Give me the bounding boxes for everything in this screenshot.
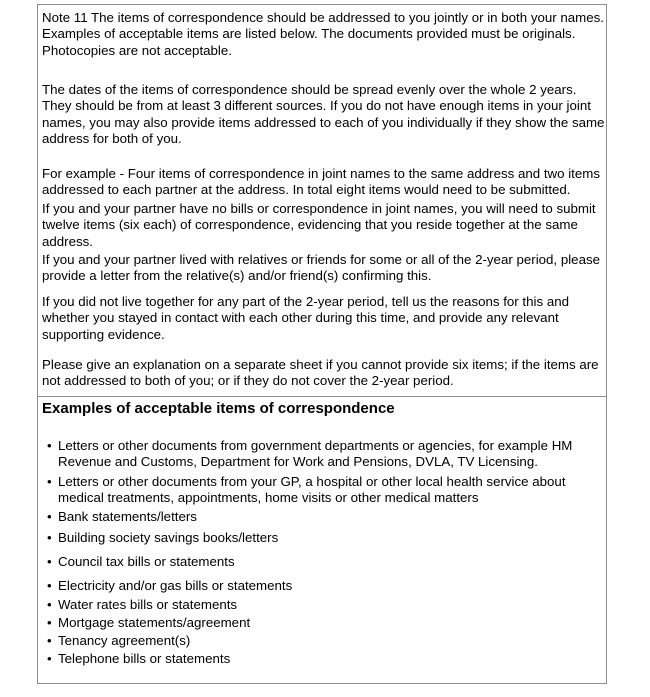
photocopies-notice: Photocopies are not acceptable. [42,43,232,58]
list-item-text: Mortgage statements/agreement [58,615,251,630]
list-item-text: Letters or other documents from government departments or agencies, for example HM Revenue and Customs, Department for Work and Pensions, DVLA, TV Licensing. [58,438,573,470]
list-item [47,633,595,649]
note-11-section [38,5,606,397]
document-frame [37,4,607,684]
no-joint-bills-paragraph: If you and your partner have no bills or correspondence in joint names, you will need to submit twelve items (six each) of correspondence, evidencing that you reside together at the same address. [42,201,596,249]
list-item-text: Tenancy agreement(s) [58,633,191,648]
list-item-text: Electricity and/or gas bills or statements [58,578,293,593]
list-item-text: Building society savings books/letters [58,530,279,545]
list-item-text: Council tax bills or statements [58,554,235,569]
bullet-icon: • [47,530,52,545]
bullet-icon: • [47,615,52,630]
note-11-intro: Note 11 The items of correspondence should be addressed to you jointly or in both your names. Examples of acceptable items are listed below. The documents provided must be originals. [42,10,605,42]
list-item [47,651,595,667]
list-item [47,615,595,631]
bullet-icon: • [47,438,52,453]
list-item-text: Telephone bills or statements [58,651,231,666]
dates-spread-paragraph: The dates of the items of correspondence should be spread evenly over the whole 2 years. They should be from at least 3 different sources. If you do not have enough items in your joint names, you may also provide items addressed to each of you individually if they show the same address for both of you. [42,82,605,147]
list-item-text: Bank statements/letters [58,509,197,524]
list-item [47,597,595,613]
relatives-friends-paragraph: If you and your partner lived with relatives or friends for some or all of the 2-year period, please provide a letter from the relative(s) and/or friend(s) confirming this. [42,252,601,284]
list-item-text: Water rates bills or statements [58,597,238,612]
list-item [47,474,595,507]
not-living-together-paragraph: If you did not live together for any part of the 2-year period, tell us the reasons for this and whether you stayed in contact with each other during this time, and provide any relevant supporting evidence. [42,294,570,342]
example-paragraph: For example - Four items of correspondence in joint names to the same address and two items addressed to each partner at the address. In total eight items would need to be submitted. [42,166,600,198]
bullet-icon: • [47,578,52,593]
bullet-icon: • [47,651,52,666]
bullet-icon: • [47,597,52,612]
list-item [47,438,595,471]
bullet-icon: • [47,474,52,489]
list-item [47,578,595,594]
bullet-icon: • [47,509,52,524]
list-item [47,554,595,570]
list-item [47,509,595,525]
examples-heading: Examples of acceptable items of correspondence [42,400,395,417]
list-item-text: Letters or other documents from your GP, a hospital or other local health service about medical treatments, appointments, home visits or other medical matters [58,474,566,506]
list-item [47,530,595,546]
bullet-icon: • [47,633,52,648]
explanation-paragraph: Please give an explanation on a separate sheet if you cannot provide six items; if the items are not addressed to both of you; or if they do not cover the 2-year period. [42,357,599,389]
bullet-icon: • [47,554,52,569]
